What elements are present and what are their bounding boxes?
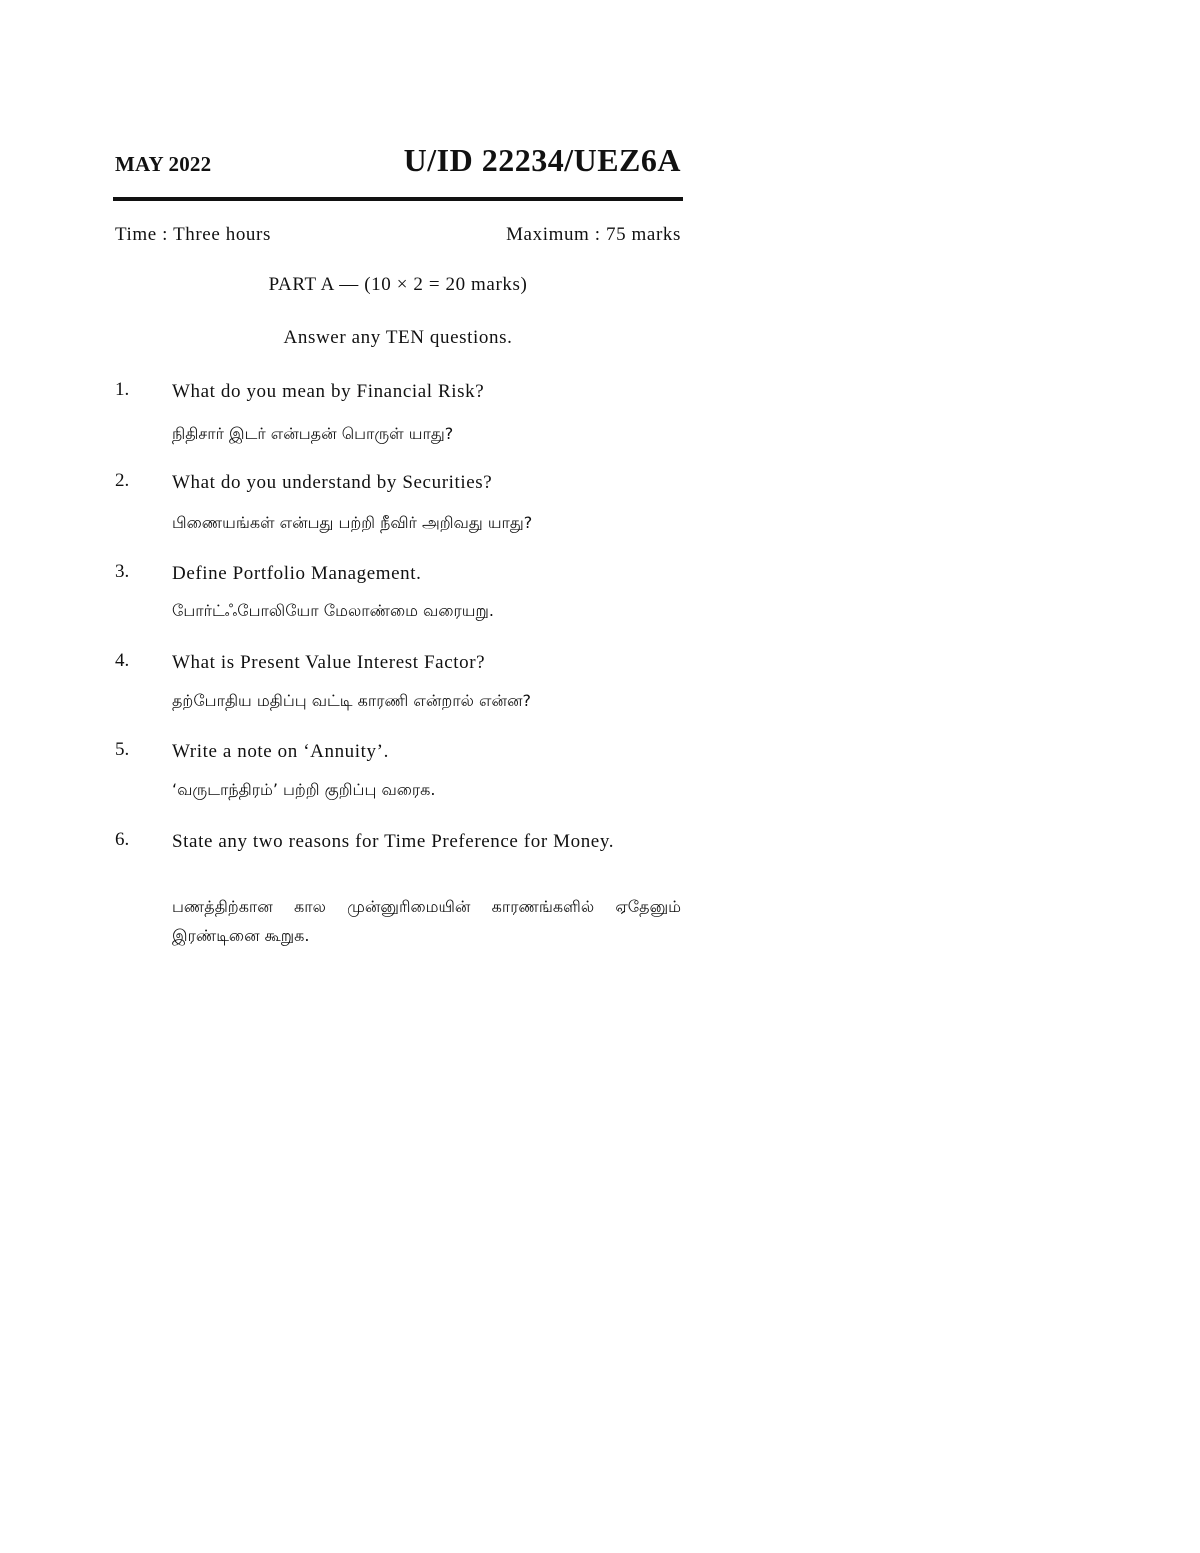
- question-english: Define Portfolio Management.: [172, 563, 422, 584]
- maximum-marks: Maximum : 75 marks: [506, 224, 681, 245]
- exam-header: [113, 140, 683, 202]
- question-tamil: போர்ட்ஃபோலியோ மேலாண்மை வரையறு.: [172, 601, 494, 620]
- question-item: [115, 650, 681, 720]
- question-item: [115, 829, 681, 953]
- question-tamil: பிணையங்கள் என்பது பற்றி நீவிர் அறிவது யாது?: [172, 513, 533, 532]
- question-english: State any two reasons for Time Preference for Money.: [172, 831, 615, 852]
- paper-code: U/ID 22234/UEZ6A: [403, 142, 681, 178]
- question-number: 5.: [115, 739, 130, 760]
- question-item: [115, 561, 681, 631]
- question-english: What do you mean by Financial Risk?: [172, 381, 485, 402]
- question-number: 6.: [115, 829, 130, 850]
- question-item: [115, 470, 681, 540]
- question-english: Write a note on ‘Annuity’.: [172, 741, 389, 762]
- question-number: 2.: [115, 470, 130, 491]
- question-number: 3.: [115, 561, 130, 582]
- part-heading: PART A — (10 × 2 = 20 marks): [268, 274, 528, 295]
- question-item: [115, 379, 681, 449]
- question-tamil: ‘வருடாந்திரம்’ பற்றி குறிப்பு வரைக.: [172, 780, 436, 799]
- question-english: What do you understand by Securities?: [172, 472, 493, 493]
- question-item: [115, 739, 681, 809]
- question-number: 4.: [115, 650, 130, 671]
- header-divider: [113, 197, 683, 201]
- question-tamil: நிதிசார் இடர் என்பதன் பொருள் யாது?: [172, 424, 454, 443]
- part-instruction: Answer any TEN questions.: [283, 327, 513, 348]
- question-english: What is Present Value Interest Factor?: [172, 652, 486, 673]
- exam-date: MAY 2022: [115, 152, 212, 176]
- time-allowed: Time : Three hours: [115, 224, 271, 245]
- question-number: 1.: [115, 379, 130, 400]
- question-tamil: தற்போதிய மதிப்பு வட்டி காரணி என்றால் என்ன?: [172, 691, 531, 710]
- question-tamil: பணத்திற்கான கால முன்னுரிமையின் காரணங்களில் ஏதேனும் இரண்டினை கூறுக.: [172, 897, 681, 945]
- exam-meta: [115, 224, 681, 250]
